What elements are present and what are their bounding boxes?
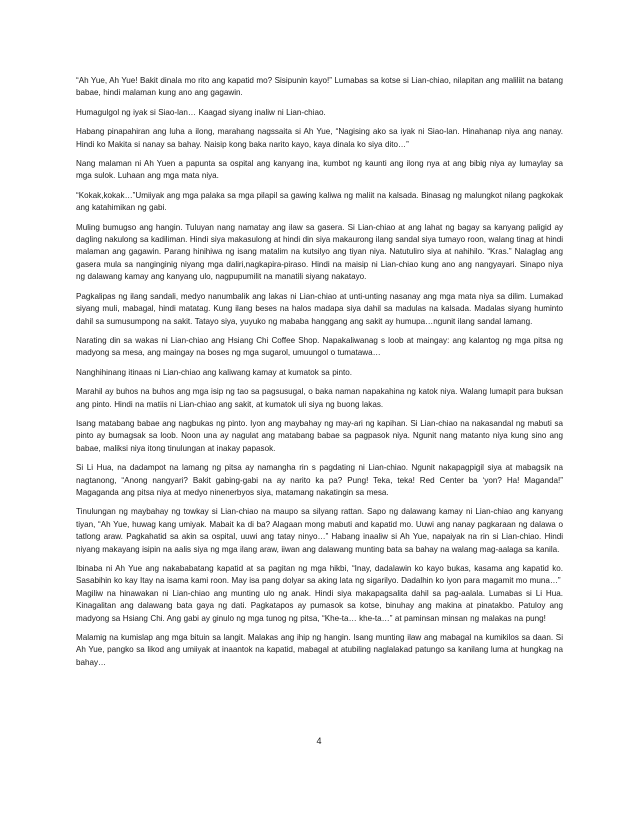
paragraph: “Ah Yue, Ah Yue! Bakit dinala mo rito ang kapatid mo? Sisipunin kayo!” Lumabas sa kotse si Lian-chiao, nilapitan ang maliliit na batang babae, hindi malaman kung ano ang gagawin. [76,76,563,98]
paragraph: “Kokak,kokak…”Umiiyak ang mga palaka sa mga pilapil sa gawing kaliwa ng maliit na kalsada. Binasag ng malungkot nilang pagkokak ang katahimikan ng gabi. [76,190,563,213]
paragraph: Narating din sa wakas ni Lian-chiao ang Hsiang Chi Coffee Shop. Napakaliwanag s loob at maingay: ang kalantog ng mga pitsa ng madyong sa mesa, ang maingay na boses ng mga sugarol, umuungol o tumatawa… [76,335,563,358]
paragraph: Muling bumugso ang hangin. Tuluyan nang namatay ang ilaw sa gasera. Si Lian-chiao at ang lahat ng bagay sa kanyang paligid ay dagling nakulong sa kadiliman. Hindi siya makasulong at hindi din siya makaurong ilang sandal siya tumayo roon, walang tinag at hindi malaman ang gagawin. Parang hinihiwa ng isang matalim na kutsilyo ang tiyan niya. Natutuliro siya at nahihilo. “Kras.” Nalaglag ang gasera mula sa nanginginig niyang mga daliri,nagkapira-piraso. Hindi na maisip ni Lian-chiao kung ano ang nangyayari. Sinapo niya ng dalawang kamay ang kanyang ulo, nagpupumilit na manatili siyang nakatayo. [76,222,563,282]
paragraph: Ibinaba ni Ah Yue ang nakababatang kapatid at sa pagitan ng mga hikbi, “Inay, dadalawin ko kayo bukas, kasama ang kapatid ko. Sasabihin ko kay Itay na isama kami roon. May isa pang dolyar sa aking lata ng sigarilyo. Dadalhin ko iyon para magamit mo muna…” Magiliw na hinawakan ni Lian-chiao ang munting ulo ng anak. Hindi siya makapagsalita dahil sa pag-aalala. Lumabas si Li Hua. Kinagalitan ang dalawang bata gaya ng dati. Pagkatapos ay pumasok sa kotse, binuhay ang makina at pinatakbo. Patuloy ang madyong sa Hsiang Chi. Ang gabi ay ginulo ng mga tunog ng pitsa, “Khe-ta… khe-ta…” at paminsan minsan ng malakas na pung! [76,564,563,623]
paragraph: Malamig na kumislap ang mga bituin sa langit. Malakas ang ihip ng hangin. Isang munting ilaw ang mabagal na kumikilos sa daan. Si Ah Yue, pangko sa likod ang umiiyak at inaantok na kapatid, mabagal at atubiling naglalakad patungo sa kanilang luma at hungkag na bahay… [76,633,563,667]
paragraph: Tinulungan ng maybahay ng towkay si Lian-chiao na maupo sa silyang rattan. Sapo ng dalawang kamay ni Lian-chiao ang kanyang tiyan, “Ah Yue, huwag kang umiyak. Mabait ka di ba? Alagaan mong mabuti and kapatid mo. Uuwi ang nanay pagkaraan ng dalawa o tatlong araw. Pagkahatid sa akin sa ospital, uuwi ang tatay ninyo…” Habang inaaliw si Ah Yue, napaiyak na rin si Lian-chiao. Hindi niyang makayang isipin na aalis siya ng mga ilang araw, iiwan ang dalawang munting bata sa bahay na walang mag-aalaga sa kanila. [76,507,563,554]
page-number: 4 [316,736,322,746]
paragraph: Nang malaman ni Ah Yuen a papunta sa ospital ang kanyang ina, kumbot ng kaunti ang ilong nya at ang bibig niya ay lumaylay sa mga sulok. Luhaan ang mga mata niya. [76,159,563,181]
paragraph: Habang pinapahiran ang luha a ilong, marahang nagssaita si Ah Yue, “Nagising ako sa iyak ni Siao-lan. Hinahanap niya ang nanay. Hindi ko Makita si nanay sa bahay. Naisip kong baka narito kayo, kaya dinala ko siya dito…” [76,127,563,149]
paragraph: Si Li Hua, na dadampot na lamang ng pitsa ay namangha rin s pagdating ni Lian-chiao. Ngunit nakapagpigil siya at mabagsik na nagtanong, “Anong nangyari? Bakit gabing-gabi na ay narito ka pa? Pung! Teka, teka! Red Center ba ‘yon? Ha! Maganda!” Magaganda ang pitsa niya at medyo ninenerbyos siya, matamang nakatingin sa mesa. [76,463,563,497]
paragraph: Isang matabang babae ang nagbukas ng pinto. Iyon ang maybahay ng may-ari ng kapihan. Si Lian-chiao na nakasandal ng mabuti sa pinto ay bumagsak sa loob. Noon una ay nagulat ang matabang babae sa pagpasok niya. Ngunit nang matanto niya kung sino ang babae, maliksi niya itong tinulungan at inakay papasok. [76,418,563,453]
paragraph: Pagkalipas ng ilang sandali, medyo nanumbalik ang lakas ni Lian-chiao at unti-unting nasanay ang mga mata niya sa dilim. Lumakad siyang muli, mabagal, hindi matatag. Kung ilang beses na halos madapa siya dahil sa madulas na kalsada. Madalas siyang huminto dahil sa sumusumpong na sakit. Tatayo siya, yuyuko ng mababa hanggang ang sakit ay humupa…ngunit ilang sandal lamang. [76,291,563,326]
paragraph: Humagulgol ng iyak si Siao-lan… Kaagad siyang inaliw ni Lian-chiao. [76,107,326,117]
paragraph: Marahil ay buhos na buhos ang mga isip ng tao sa pagsusugal, o baka naman napakahina ng katok niya. Walang lumapit para buksan ang pinto. Hindi na matiis ni Lian-chiao ang sakit, at kumatok uli siya ng buong lakas. [76,387,563,409]
paragraph: Nanghihinang itinaas ni Lian-chiao ang kaliwang kamay at kumatok sa pinto. [76,367,353,377]
document-body [76,75,563,676]
